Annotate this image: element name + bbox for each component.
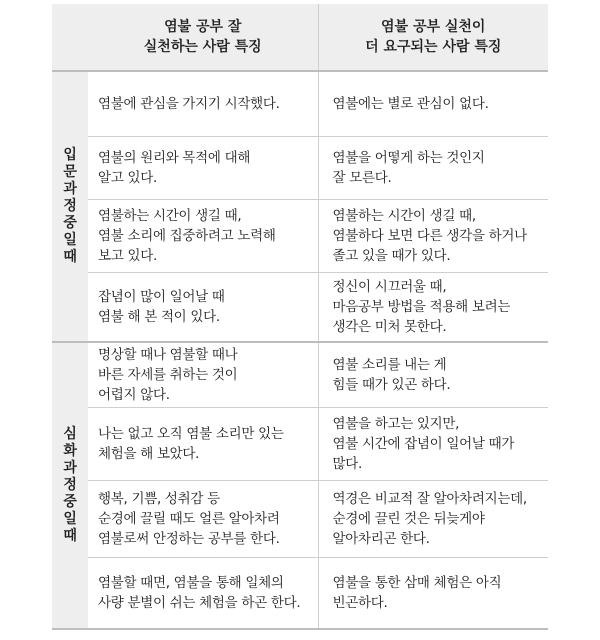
comparison-table bbox=[52, 4, 548, 630]
table-row bbox=[52, 408, 548, 481]
header-corner-cell bbox=[52, 4, 88, 71]
needs-trait-cell: 역경은 비교적 잘 알아차려지는데, 순경에 끌린 것은 뒤늦게야 알아차리곤 한다. bbox=[318, 481, 548, 558]
stage-label-advanced: 심화과정 중일때 bbox=[52, 342, 88, 629]
header-row bbox=[52, 4, 548, 71]
table-row bbox=[52, 71, 548, 137]
header-good-practitioner: 염불 공부 잘 실천하는 사람 특징 bbox=[88, 4, 318, 71]
good-trait-cell: 염불에 관심을 가지기 시작했다. bbox=[88, 71, 318, 137]
table-row bbox=[52, 273, 548, 343]
header-needs-practice: 염불 공부 실천이 더 요구되는 사람 특징 bbox=[318, 4, 548, 71]
table-row bbox=[52, 200, 548, 273]
good-trait-cell: 염불할 때면, 염불을 통해 일체의 사량 분별이 쉬는 체험을 하곤 한다. bbox=[88, 558, 318, 630]
needs-trait-cell: 염불 소리를 내는 게 힘들 때가 있곤 하다. bbox=[318, 342, 548, 408]
needs-trait-cell: 염불하는 시간이 생길 때, 염불하다 보면 다른 생각을 하거나 졸고 있을 때가 있다. bbox=[318, 200, 548, 273]
needs-trait-cell: 염불을 하고는 있지만, 염불 시간에 잡념이 일어날 때가 많다. bbox=[318, 408, 548, 481]
table-row bbox=[52, 481, 548, 558]
good-trait-cell: 염불의 원리와 목적에 대해 알고 있다. bbox=[88, 137, 318, 200]
stage-label-intro: 입문과정 중일때 bbox=[52, 71, 88, 342]
comparison-table-container bbox=[52, 4, 548, 630]
table-row bbox=[52, 342, 548, 408]
table-row bbox=[52, 137, 548, 200]
needs-trait-cell: 염불을 통한 삼매 체험은 아직 빈곤하다. bbox=[318, 558, 548, 630]
good-trait-cell: 나는 없고 오직 염불 소리만 있는 체험을 해 보았다. bbox=[88, 408, 318, 481]
needs-trait-cell: 정신이 시끄러울 때, 마음공부 방법을 적용해 보려는 생각은 미처 못한다. bbox=[318, 273, 548, 343]
good-trait-cell: 명상할 때나 염불할 때나 바른 자세를 취하는 것이 어렵지 않다. bbox=[88, 342, 318, 408]
good-trait-cell: 잡념이 많이 일어날 때 염불 해 본 적이 있다. bbox=[88, 273, 318, 343]
table-row bbox=[52, 558, 548, 630]
good-trait-cell: 행복, 기쁨, 성취감 등 순경에 끌릴 때도 얼른 알아차려 염불로써 안정하는 공부를 한다. bbox=[88, 481, 318, 558]
needs-trait-cell: 염불에는 별로 관심이 없다. bbox=[318, 71, 548, 137]
good-trait-cell: 염불하는 시간이 생길 때, 염불 소리에 집중하려고 노력해 보고 있다. bbox=[88, 200, 318, 273]
needs-trait-cell: 염불을 어떻게 하는 것인지 잘 모른다. bbox=[318, 137, 548, 200]
